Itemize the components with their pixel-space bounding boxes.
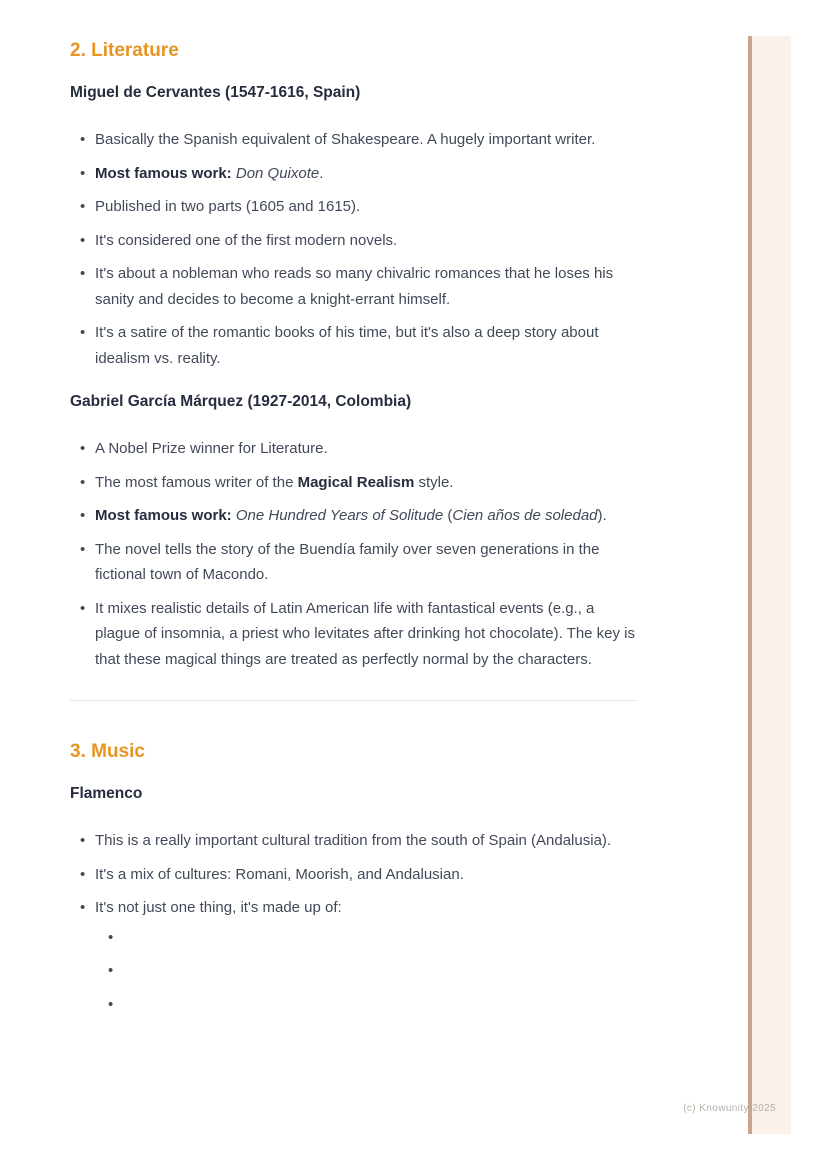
bullet-icon: • — [108, 962, 114, 979]
text-run: The novel tells the story of the Buendía family over seven generations in the fictional town of Macondo. — [95, 540, 600, 583]
bullet-icon: • — [80, 324, 86, 341]
list-item-body — [95, 228, 636, 254]
text-run: Don Quixote — [235, 164, 320, 182]
list-item — [70, 320, 636, 371]
text-run: It's a satire of the romantic books of his time, but it's also a deep story about idealism vs. reality. — [95, 324, 599, 367]
list-item — [70, 194, 636, 220]
nested-bullet-list — [95, 925, 636, 1018]
list-item — [95, 958, 636, 984]
bullet-icon: • — [80, 440, 86, 457]
bullet-icon: • — [80, 832, 86, 849]
subheading: Gabriel García Márquez (1927-2014, Colombia) — [70, 393, 412, 410]
list-item-body — [95, 194, 636, 220]
text-run: Basically the Spanish equivalent of Shakespeare. A hugely important writer. — [95, 131, 596, 148]
list-item-text — [95, 862, 636, 888]
list-item — [70, 261, 636, 312]
list-item — [95, 925, 636, 951]
list-item — [70, 537, 636, 588]
list-item-text — [95, 596, 636, 673]
text-run: It mixes realistic details of Latin American life with fantastical events (e.g., a plague of insomnia, a priest who levitates after drinking hot chocolate). The key is that these magical things are treated as perfectly normal by the characters. — [95, 599, 636, 668]
text-run: It's a mix of cultures: Romani, Moorish, and Andalusian. — [95, 865, 464, 883]
text-run: Most famous work: — [95, 507, 232, 524]
list-item-text — [95, 895, 636, 921]
text-run: Magical Realism — [297, 473, 415, 491]
watermark: (c) Knowunity 2025 — [683, 1103, 776, 1114]
subheading: Flamenco — [70, 785, 143, 802]
list-item-body — [95, 261, 636, 312]
text-run: One Hundred Years of Solitude — [235, 507, 444, 524]
bullet-icon: • — [108, 928, 114, 946]
bullet-icon: • — [80, 899, 86, 916]
list-item-text — [95, 127, 636, 153]
bullet-list — [70, 828, 636, 1017]
text-run: A Nobel Prize winner for Literature. — [95, 440, 328, 457]
document-content — [70, 0, 636, 1025]
text-run: ( — [443, 507, 453, 524]
list-item-text — [95, 828, 636, 854]
list-item — [95, 992, 636, 1018]
list-item — [70, 828, 636, 854]
section-divider — [70, 700, 636, 701]
list-item — [70, 470, 636, 496]
section-title: 2. Literature — [70, 40, 179, 61]
list-item — [70, 127, 636, 153]
list-item-text — [95, 261, 636, 312]
list-item-body — [95, 470, 636, 496]
bullet-list — [70, 436, 636, 672]
bullet-icon: • — [80, 473, 86, 491]
text-run: Cien años de soledad — [452, 507, 598, 524]
list-item — [70, 436, 636, 462]
bullet-icon: • — [80, 599, 86, 617]
list-item-body — [95, 320, 636, 371]
list-item — [70, 862, 636, 888]
bullet-icon: • — [80, 164, 86, 182]
list-item-body — [95, 127, 636, 153]
list-item-text — [95, 161, 636, 187]
list-item-body — [95, 503, 636, 529]
list-item-body — [95, 895, 636, 1017]
bullet-list — [70, 127, 636, 371]
bullet-icon: • — [80, 265, 86, 282]
list-item-body — [95, 537, 636, 588]
text-run: It's not just one thing, it's made up of: — [95, 899, 342, 916]
section-title: 3. Music — [70, 741, 145, 762]
text-run: It's considered one of the first modern novels. — [95, 231, 398, 249]
text-run: This is a really important cultural tradition from the south of Spain (Andalusia). — [95, 832, 612, 849]
text-run: Most famous work: — [95, 164, 232, 182]
list-item — [70, 161, 636, 187]
bullet-icon: • — [80, 865, 86, 883]
list-item-body — [95, 596, 636, 673]
subheading: Miguel de Cervantes (1547-1616, Spain) — [70, 84, 361, 101]
list-item-body — [95, 161, 636, 187]
text-run: . — [319, 164, 324, 182]
text-run: The most famous writer of the — [95, 473, 298, 491]
list-item-text — [95, 470, 636, 496]
text-run: Published in two parts (1605 and 1615). — [95, 198, 361, 215]
bullet-icon: • — [80, 507, 86, 524]
list-item-text — [95, 228, 636, 254]
bullet-icon: • — [80, 540, 86, 558]
text-run: style. — [414, 473, 454, 491]
list-item-body — [95, 862, 636, 888]
list-item — [70, 895, 636, 1017]
list-item-body — [95, 828, 636, 854]
list-item-text — [95, 537, 636, 588]
list-item — [70, 596, 636, 673]
list-item-text — [95, 503, 636, 529]
list-item — [70, 503, 636, 529]
list-item-text — [95, 320, 636, 371]
list-item-body — [95, 436, 636, 462]
bullet-icon: • — [80, 198, 86, 215]
list-item-text — [95, 194, 636, 220]
text-run: ). — [597, 507, 607, 524]
list-item-text — [95, 436, 636, 462]
page-edge-strip — [748, 36, 791, 1134]
bullet-icon: • — [108, 995, 114, 1013]
list-item — [70, 228, 636, 254]
bullet-icon: • — [80, 131, 86, 148]
bullet-icon: • — [80, 231, 86, 249]
text-run: It's about a nobleman who reads so many chivalric romances that he loses his sanity and decides to become a knight-errant himself. — [95, 265, 614, 308]
